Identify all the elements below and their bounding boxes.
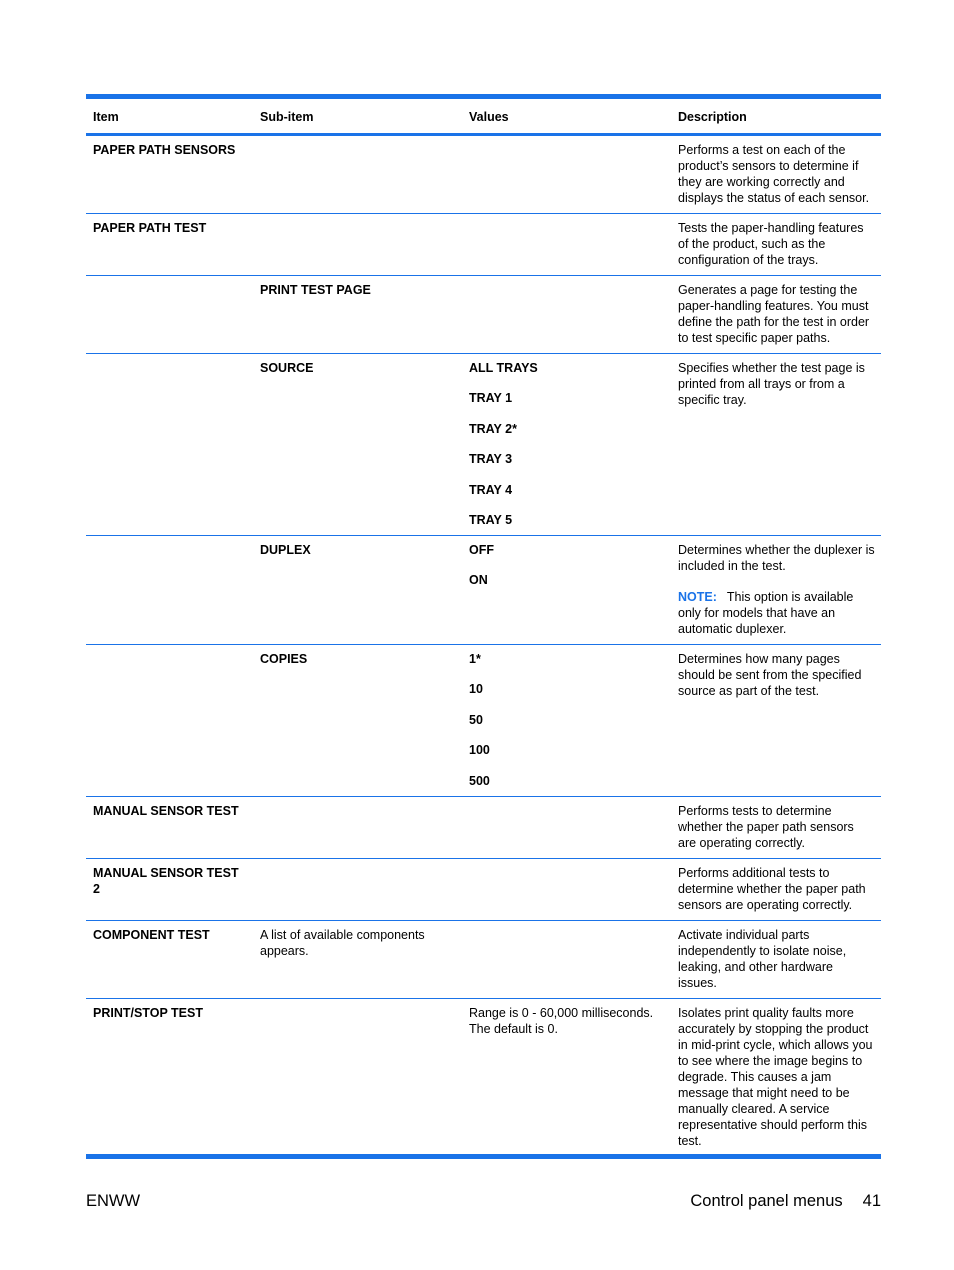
value-option: 10	[469, 682, 483, 697]
value-option: TRAY 5	[469, 512, 513, 527]
cell-sub-item: A list of available components appears.	[253, 920, 462, 998]
value-option: 100	[469, 743, 490, 758]
cell-description: Performs additional tests to determine whether the paper path sensors are operating correctly.	[671, 858, 881, 920]
cell-item: COMPONENT TEST	[86, 920, 253, 998]
cell-sub-item: DUPLEX	[253, 535, 462, 644]
cell-sub-item	[253, 214, 462, 276]
value-option: TRAY 1	[469, 391, 513, 406]
table-row	[86, 276, 881, 354]
value-option: 500	[469, 773, 490, 788]
cell-sub-item: SOURCE	[253, 354, 462, 536]
cell-values	[462, 796, 671, 858]
value-option: OFF	[469, 542, 494, 557]
value-option: TRAY 4	[469, 482, 513, 497]
cell-values	[462, 276, 671, 354]
value-list	[469, 542, 665, 588]
table-row	[86, 135, 881, 214]
value-list	[469, 360, 665, 528]
cell-item	[86, 276, 253, 354]
cell-values: Range is 0 - 60,000 milliseconds. The default is 0.	[462, 998, 671, 1156]
footer-section-title: Control panel menus	[690, 1192, 843, 1210]
cell-sub-item: PRINT TEST PAGE	[253, 276, 462, 354]
table-row	[86, 535, 881, 644]
table-row	[86, 858, 881, 920]
cell-description: Performs a test on each of the product’s sensors to determine if they are working correctly and displays the status of each sensor.	[671, 135, 881, 214]
cell-sub-item	[253, 998, 462, 1156]
cell-values	[462, 135, 671, 214]
cell-sub-item	[253, 796, 462, 858]
value-option: TRAY 2*	[469, 421, 517, 436]
value-option: TRAY 3	[469, 452, 513, 467]
cell-description: Tests the paper-handling features of the product, such as the configuration of the trays.	[671, 214, 881, 276]
cell-description: Determines how many pages should be sent from the specified source as part of the test.	[671, 644, 881, 796]
cell-description: Specifies whether the test page is printed from all trays or from a specific tray.	[671, 354, 881, 536]
value-option: 1*	[469, 651, 481, 666]
control-panel-menu-table	[86, 94, 881, 1159]
cell-values	[462, 858, 671, 920]
page-number: 41	[862, 1192, 881, 1210]
value-option: ON	[469, 573, 488, 588]
value-option: ALL TRAYS	[469, 361, 538, 375]
value-option: 50	[469, 712, 483, 727]
table-header-row	[86, 97, 881, 135]
cell-values	[462, 644, 671, 796]
table-row	[86, 998, 881, 1156]
cell-sub-item: COPIES	[253, 644, 462, 796]
cell-item	[86, 644, 253, 796]
cell-sub-item	[253, 135, 462, 214]
cell-description: Activate individual parts independently to isolate noise, leaking, and other hardware issues.	[671, 920, 881, 998]
cell-item: PRINT/STOP TEST	[86, 998, 253, 1156]
cell-item	[86, 535, 253, 644]
cell-description: Generates a page for testing the paper-handling features. You must define the path for the test in order to test specific paper paths.	[671, 276, 881, 354]
note-label: NOTE:	[678, 589, 717, 604]
header-description: Description	[671, 97, 881, 135]
header-item: Item	[86, 97, 253, 135]
cell-description: Isolates print quality faults more accurately by stopping the product in mid-print cycle, which allows you to see where the image begins to degrade. This causes a jam message that might need to be manually cleared. A service representative should perform this test.	[671, 998, 881, 1156]
note-text: This option is available only for models that have an automatic duplexer.	[678, 589, 854, 636]
table-row	[86, 214, 881, 276]
cell-sub-item	[253, 858, 462, 920]
description-text: Determines whether the duplexer is included in the test.	[678, 542, 875, 573]
footer-right	[690, 1192, 881, 1211]
cell-values	[462, 535, 671, 644]
cell-item: PAPER PATH SENSORS	[86, 135, 253, 214]
table-row	[86, 354, 881, 536]
note	[678, 589, 875, 637]
table-row	[86, 796, 881, 858]
cell-item: PAPER PATH TEST	[86, 214, 253, 276]
header-sub-item: Sub-item	[253, 97, 462, 135]
header-values: Values	[462, 97, 671, 135]
cell-values	[462, 214, 671, 276]
cell-item	[86, 354, 253, 536]
table-row	[86, 644, 881, 796]
cell-description: Performs tests to determine whether the paper path sensors are operating correctly.	[671, 796, 881, 858]
cell-values	[462, 920, 671, 998]
table-row	[86, 920, 881, 998]
cell-item: MANUAL SENSOR TEST	[86, 796, 253, 858]
cell-item: MANUAL SENSOR TEST 2	[86, 858, 253, 920]
footer-left: ENWW	[86, 1192, 141, 1210]
cell-values	[462, 354, 671, 536]
cell-description	[671, 535, 881, 644]
value-list	[469, 651, 665, 789]
